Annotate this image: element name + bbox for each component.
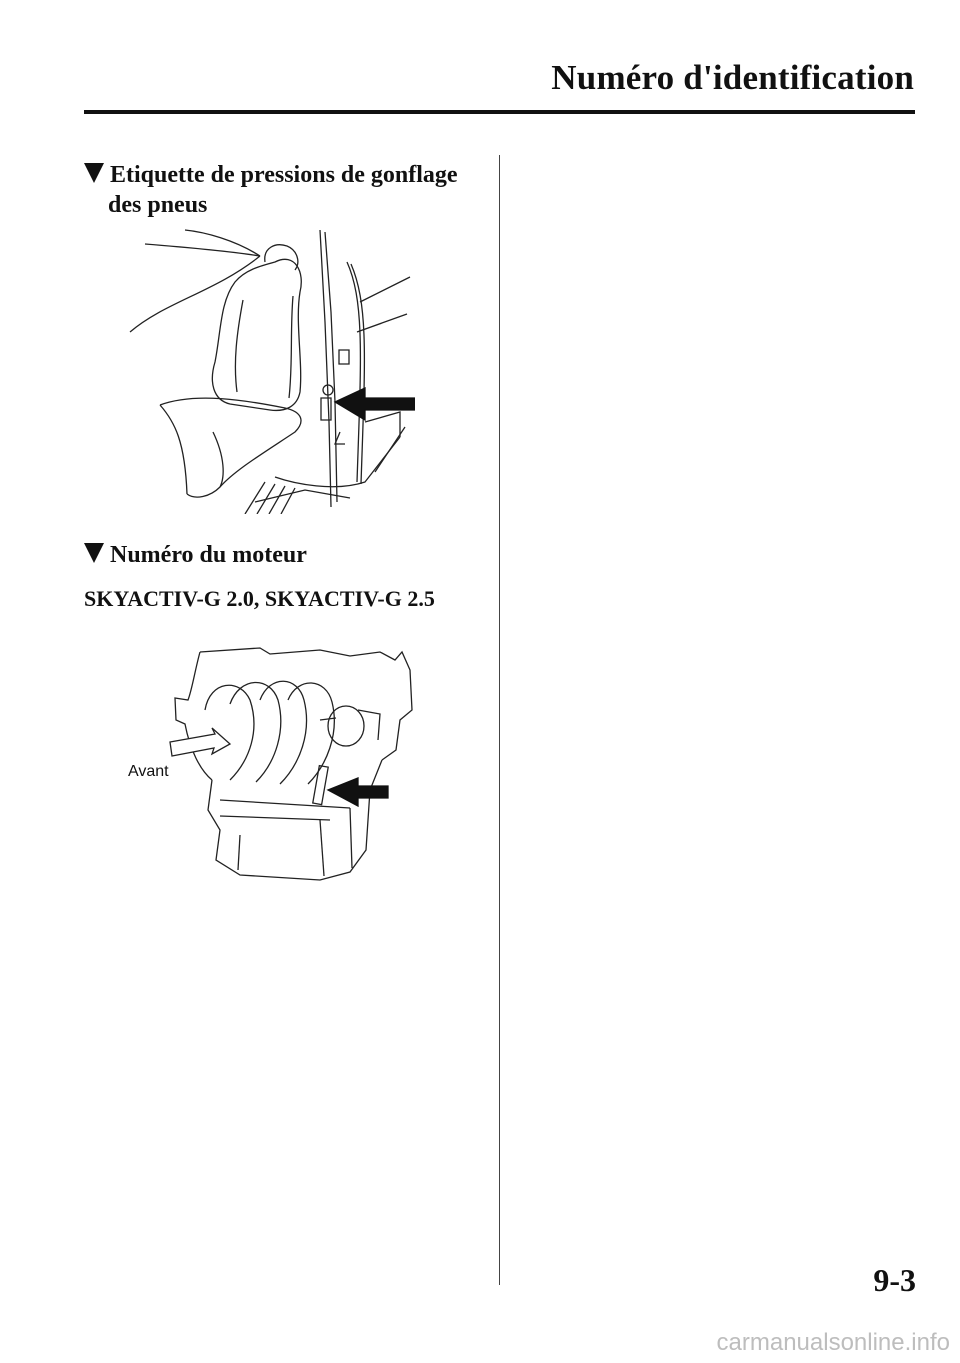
section-tire-pressure-title-line1: Etiquette de pressions de gonflage: [110, 162, 458, 188]
down-triangle-icon: [84, 163, 104, 183]
page-header-title: Numéro d'identification: [551, 58, 914, 97]
section-tire-pressure-heading: [84, 160, 484, 220]
header-rule: [84, 110, 915, 114]
section-tire-pressure-title-line2: des pneus: [108, 192, 208, 218]
engine-front-label: Avant: [128, 763, 169, 780]
section-engine-number-title: Numéro du moteur: [110, 542, 307, 568]
column-divider: [499, 155, 500, 1285]
engine-models-subtitle: SKYACTIV-G 2.0, SKYACTIV-G 2.5: [84, 586, 435, 611]
door-pillar-label-illustration: [125, 222, 415, 514]
page-number: 9-3: [873, 1262, 916, 1298]
section-engine-number-heading: [84, 540, 307, 570]
down-triangle-icon: [84, 543, 104, 563]
watermark: carmanualsonline.info: [716, 1329, 950, 1356]
